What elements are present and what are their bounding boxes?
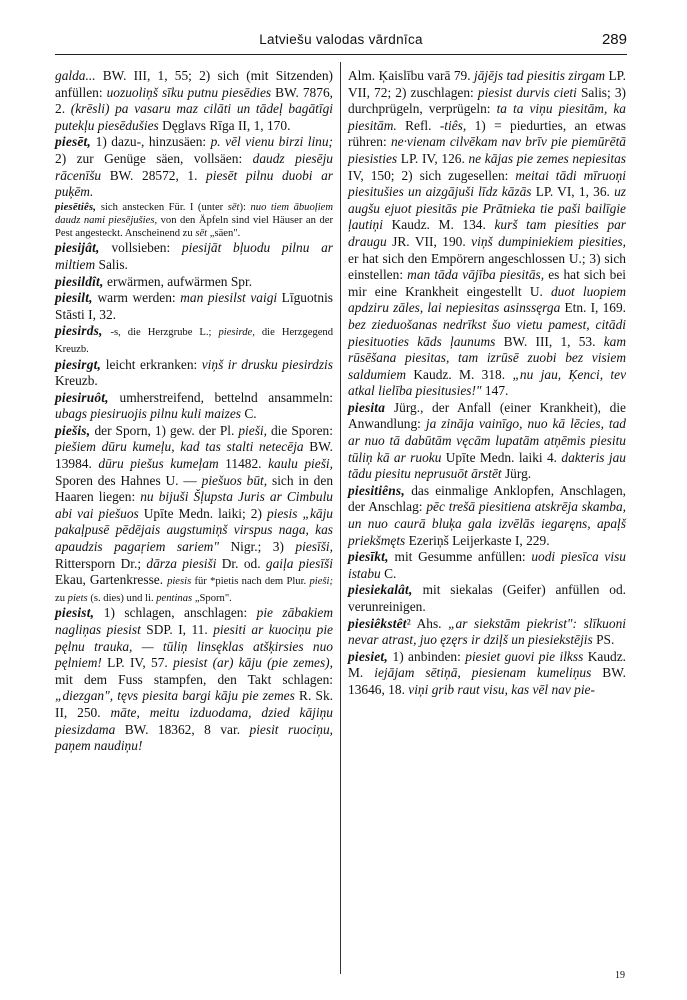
entry-text: pentinas — [156, 592, 195, 604]
entry-text: BW. 13646, 18. — [348, 665, 626, 697]
entry-text: Līguotnis Stāsti I, 32. — [55, 290, 334, 322]
entry-text: mit Gesumme anfüllen: — [394, 549, 532, 565]
entry-text: ): — [239, 201, 251, 213]
entry-text: Ekau, Gartenkresse. — [55, 572, 168, 588]
entry-text: „säen". — [209, 228, 241, 240]
entry-text: 11482. — [225, 456, 269, 472]
entry-text: 2) zur Genüge säen, vollsäen: — [55, 150, 253, 166]
entry-text: piesijāt bļuodu pilnu ar miltiem — [55, 240, 333, 272]
entry-text: meitai tādi mīruoņi piesitušies un aizgājuši līdz kāzās — [348, 167, 626, 200]
entry-text: piesēt pilnu duobi ar puķēm. — [55, 167, 333, 200]
entry-text: māte, meitu izduodama, dzied kājiņu piesizdama — [55, 704, 333, 737]
entry-text: BW. 7876, 2. — [55, 84, 333, 117]
entry-text: (krēsli) pa vasaru maz cilāti un tādeļ bagātīgi putekļu piesēdušies — [55, 101, 334, 133]
entry-text: piesist (ar) kāju (pie zemes), — [173, 655, 333, 671]
entry-text: dakteris jau tādu piesitu neprusuōt ārstēt — [348, 449, 626, 482]
entry-text: Dr. od. — [221, 555, 266, 571]
entry-headword: piesitiêns, — [348, 482, 412, 498]
entry-text: zu — [55, 592, 68, 604]
entry-text: uz augšu ejuot piesitās pie Prātnieka tie paši bailīgie ļautiņi — [348, 184, 626, 233]
page-number: 289 — [601, 31, 627, 48]
entry-text: sich anstecken Für. I (unter — [100, 201, 228, 213]
entry-text: mit siekalas (Geifer) anfüllen od. verunreinigen. — [348, 582, 626, 614]
entry-text: dārza piesiši — [146, 555, 222, 571]
signature-mark: 19 — [615, 970, 625, 981]
entry-text: Jürg., der Anfall (einer Krankheit), die Anwandlung: — [348, 399, 626, 432]
entry-text: Refl. — [405, 117, 440, 133]
dictionary-entry — [55, 274, 333, 291]
entry-text: viņš ir drusku piesirdzis — [201, 356, 333, 372]
entry-text: Salis. — [98, 256, 128, 272]
entry-text: ne·vienam cilvēkam nav brīv pie piemūrētā piesisties — [348, 134, 626, 166]
entry-text: 1) = piedurties, an etwas rühren: — [348, 117, 627, 150]
entry-text: Alm. Ķaislību varā 79. — [348, 68, 475, 83]
page-title: Latviešu valodas vārdnīca — [259, 32, 423, 47]
entry-headword: piesita — [348, 399, 394, 415]
entry-text: BW. 13984. — [55, 439, 333, 472]
entry-text: viņš dumpiniekiem piesities, — [471, 233, 626, 249]
entry-text: galda... — [55, 68, 103, 83]
entry-text: p. vēl vienu birzi linu; — [210, 134, 334, 150]
entry-text: LP. VI, 1, 36. — [535, 184, 615, 200]
dictionary-entry — [348, 582, 626, 615]
column-divider — [340, 62, 341, 974]
entry-text: für *pietis nach dem Plur. — [194, 576, 310, 588]
entry-text: JR. VII, 190. — [392, 233, 472, 249]
entry-text: warm werden: — [97, 290, 181, 306]
entry-text: piets — [67, 592, 91, 604]
entry-headword: piesijât, — [55, 240, 112, 256]
entry-text: LP. IV, 57. — [107, 655, 174, 671]
dictionary-entry — [55, 323, 333, 356]
entry-text: uozuoliņš sīku putnu piesēdies — [106, 84, 276, 100]
entry-text: ² Ahs. — [406, 615, 449, 631]
entry-text: er hat sich den Empörern angeschlossen U.; 3) sich einstellen: — [348, 250, 626, 283]
entry-headword: piešis, — [55, 422, 95, 438]
entry-text: piesiet guovi pie ilkss — [465, 648, 588, 664]
entry-text: BW. 18362, 8 var. — [124, 721, 250, 737]
entry-text: Etn. I, 169. — [564, 300, 626, 316]
entry-text: LP. VII, 72; 2) zuschlagen: — [348, 68, 626, 100]
entry-text: Upīte Medn. laiki 4. — [445, 449, 562, 465]
entry-text: „Sporn". — [194, 592, 232, 604]
entry-text: pie zābakiem nagliņas piesist — [55, 605, 333, 638]
running-head — [55, 30, 627, 55]
entry-text: PS. — [596, 632, 615, 648]
entry-text: Kaudz. M. 134. — [391, 217, 495, 233]
entry-text: umherstreifend, bettelnd ansammeln: — [119, 389, 333, 405]
entry-text: piesis — [167, 576, 195, 588]
entry-text: piešiem dūru kumeļu, kad tas stalti netecēja — [55, 439, 310, 455]
entry-text: Kaudz. M. 318. — [413, 366, 513, 382]
right-column — [348, 68, 626, 699]
entry-text: 1) anbinden: — [392, 648, 466, 664]
entry-text: ubags piesiruojis pilnu kuli maizes — [55, 406, 245, 422]
entry-text: das einmalige Anklopfen, Anschlagen, der Anschlag: — [348, 482, 627, 515]
entry-text: es hat sich bei mir eine Krankheit eingestellt U. — [348, 267, 626, 299]
dictionary-entry — [348, 616, 626, 649]
dictionary-entry — [55, 68, 333, 134]
dictionary-entry — [348, 483, 626, 549]
entry-text: nuo tiem ābuoļiem daudz nami piesējušies, — [55, 201, 334, 226]
entry-headword: piesēt, — [55, 134, 96, 150]
entry-text: IV, 150; 2) sich zugesellen: — [348, 167, 516, 183]
entry-text: der Sporn, 1) gew. der Pl. — [94, 422, 239, 438]
entry-text: ja zināja vainīgo, nuo kā lēcies, tad ar nuo tā dabūtām vęcām lupatām atņēmis piesitu tūliņ kā ar ruoku — [348, 416, 627, 465]
entry-text: -tiês, — [439, 117, 475, 133]
entry-headword: piesilt, — [55, 290, 98, 306]
entry-text: gaiļa piesīši — [265, 555, 333, 571]
entry-text: C. — [384, 565, 397, 581]
entry-text: piesit ruociņu, paņem naudiņu! — [55, 721, 333, 754]
entry-text: erwärmen, aufwärmen Spr. — [107, 273, 253, 289]
entry-text: Nigr.; 3) — [230, 539, 296, 555]
entry-headword: piesiêkstêt — [348, 615, 407, 631]
entry-text: SDP. I, 11. — [146, 622, 214, 638]
entry-text: pieši; — [309, 576, 333, 588]
entry-text: Kreuzb. — [55, 373, 98, 389]
entry-text: piesirde, — [218, 327, 262, 339]
entry-text: nu bijuši Šļupsta Juris ar Cimbulu abi vai piešuos — [55, 489, 333, 521]
entry-text: Dęglavs Rīga II, 1, 170. — [162, 117, 291, 133]
dictionary-entry — [348, 649, 626, 699]
entry-text: BW. III, 1, 53. — [503, 333, 604, 349]
entry-text: piesist durvis cieti — [477, 84, 581, 100]
entry-text: C. — [244, 406, 257, 422]
entry-headword: piesildît, — [55, 273, 108, 289]
entry-text: vollsieben: — [111, 240, 182, 256]
entry-text: piesis „kāju pakaļpusē pēdējais augstumiņš virspus naga, kas apaudzis pagaŗiem sariem" — [55, 505, 333, 555]
entry-text: Upīte Medn. laiki; 2) — [143, 505, 267, 521]
entry-text: pieši, — [238, 422, 271, 438]
entry-headword: piesirgt, — [55, 356, 106, 372]
entry-text: Ezeriņš Leijerkaste I, 229. — [408, 532, 550, 548]
entry-text: daudz piesēju rācenīšu — [55, 150, 333, 183]
entry-text: sēt — [195, 228, 210, 240]
entry-text: pēc trešā piesitiena atskrēja skamba, un nuo caurā bluķa gala izvēlās iegaręns, apaļš priekšmęts — [348, 499, 626, 548]
entry-text: R. Sk. II, 250. — [55, 688, 333, 720]
entry-text: LP. IV, 126. — [400, 150, 469, 166]
entry-text: mit dem Fuss stampfen, den Takt schlagen: — [55, 671, 333, 687]
entry-text: Rittersporn Dr.; — [55, 555, 147, 571]
dictionary-entry — [55, 357, 333, 390]
entry-text: sēt — [227, 201, 240, 213]
dictionary-entry — [348, 549, 626, 582]
dictionary-entry — [55, 605, 333, 754]
entry-text: sich in den Haaren liegen: — [55, 472, 334, 505]
entry-text: (s. dies) und li. — [90, 592, 157, 604]
entry-text: duot luopiem apdziru zāles, lai nepiesitas asinssęrga — [348, 283, 627, 316]
entry-text: Jürg. — [504, 466, 532, 482]
entry-text: 1) dazu-, hinzusäen: — [95, 134, 211, 150]
entry-text: -s, die Herzgrube L.; — [110, 327, 219, 339]
entry-text: BW. 28572, 1. — [109, 167, 207, 183]
entry-text: uodi piesīca visu istabu — [348, 549, 626, 581]
entry-text: „diezgan", tęvs piesita bargi kāju pie zemes — [55, 688, 300, 704]
entry-text: viņi grib raut visu, kas vēl nav pie- — [408, 681, 595, 697]
entry-text: 1) schlagen, anschlagen: — [103, 605, 257, 621]
entry-text: ta ta viņu piesitām, ka piesitām. — [348, 101, 626, 133]
entry-text: die Herzgegend Kreuzb. — [55, 327, 333, 355]
entry-headword: piesiet, — [348, 648, 393, 664]
entry-headword: piesirds, — [55, 323, 111, 339]
dictionary-entry — [55, 423, 333, 606]
entry-text: iejājam sētiņā, piesienam kumeliņus — [374, 665, 603, 681]
entry-text: BW. III, 1, 55; 2) sich (mit Sitzenden) anfüllen: — [55, 68, 333, 100]
dictionary-entry — [348, 68, 626, 400]
entry-text: jājējs tad piesitis zirgam — [474, 68, 609, 83]
entry-text: „nu jau, Ķenci, tev atkal lielība piesitusies!" — [348, 366, 627, 399]
entry-headword: piesiruôt, — [55, 389, 120, 405]
entry-text: „ar siekstām piekrist": slīkuoni nevar atrast, juo ęzęrs ir dziļš un piesiekstējis — [348, 615, 626, 648]
entry-text: Kaudz. M. — [348, 648, 626, 681]
entry-text: piesiti ar kuociņu pie pęlnu trauka, — tūliņ linsęklas atšķirsies nuo pęlniem! — [55, 622, 333, 671]
entry-text: 147. — [484, 383, 509, 399]
entry-text: kam rūsēšana piesitas, tam izrūsē zuobi bez visiem saldumiem — [348, 333, 626, 382]
dictionary-entry — [55, 390, 333, 423]
entry-text: bez zieduošanas nedrīkst šuo vietu pamest, citādi piesituoties kāds ļaunums — [348, 316, 626, 349]
entry-text: die Sporen: — [270, 422, 333, 438]
entry-headword: piesist, — [55, 605, 104, 621]
entry-text: piesīši, — [295, 539, 333, 555]
entry-headword: piesētiês, — [55, 201, 101, 213]
dictionary-entry — [348, 400, 626, 483]
entry-text: von den Äpfeln sind viel Häuser an der Pest angesteckt. Anscheinend zu — [55, 214, 333, 240]
dictionary-entry — [55, 134, 333, 200]
entry-text: leicht erkranken: — [105, 356, 202, 372]
entry-text: piešuos būt, — [201, 472, 272, 488]
entry-text: kurš tam piesities par draugu — [348, 217, 626, 249]
dictionary-entry — [55, 240, 333, 273]
dictionary-entry — [55, 290, 333, 323]
entry-headword: piesiekalât, — [348, 582, 423, 598]
entry-headword: piesīkt, — [348, 549, 395, 565]
left-column — [55, 68, 333, 755]
entry-text: man tāda vājība piesitās, — [407, 267, 549, 283]
dictionary-entry — [55, 201, 333, 241]
entry-text: Sporen des Hahnes U. — — [55, 472, 202, 488]
entry-text: man piesilst vaigi — [180, 290, 282, 306]
entry-text: Salis; 3) durchprügeln, verprügeln: — [348, 84, 626, 117]
entry-text: dūru piešus kumeļam — [98, 456, 226, 472]
entry-text: ne kājas pie zemes nepiesitas — [468, 150, 626, 166]
entry-text: kaulu pieši, — [268, 456, 334, 472]
